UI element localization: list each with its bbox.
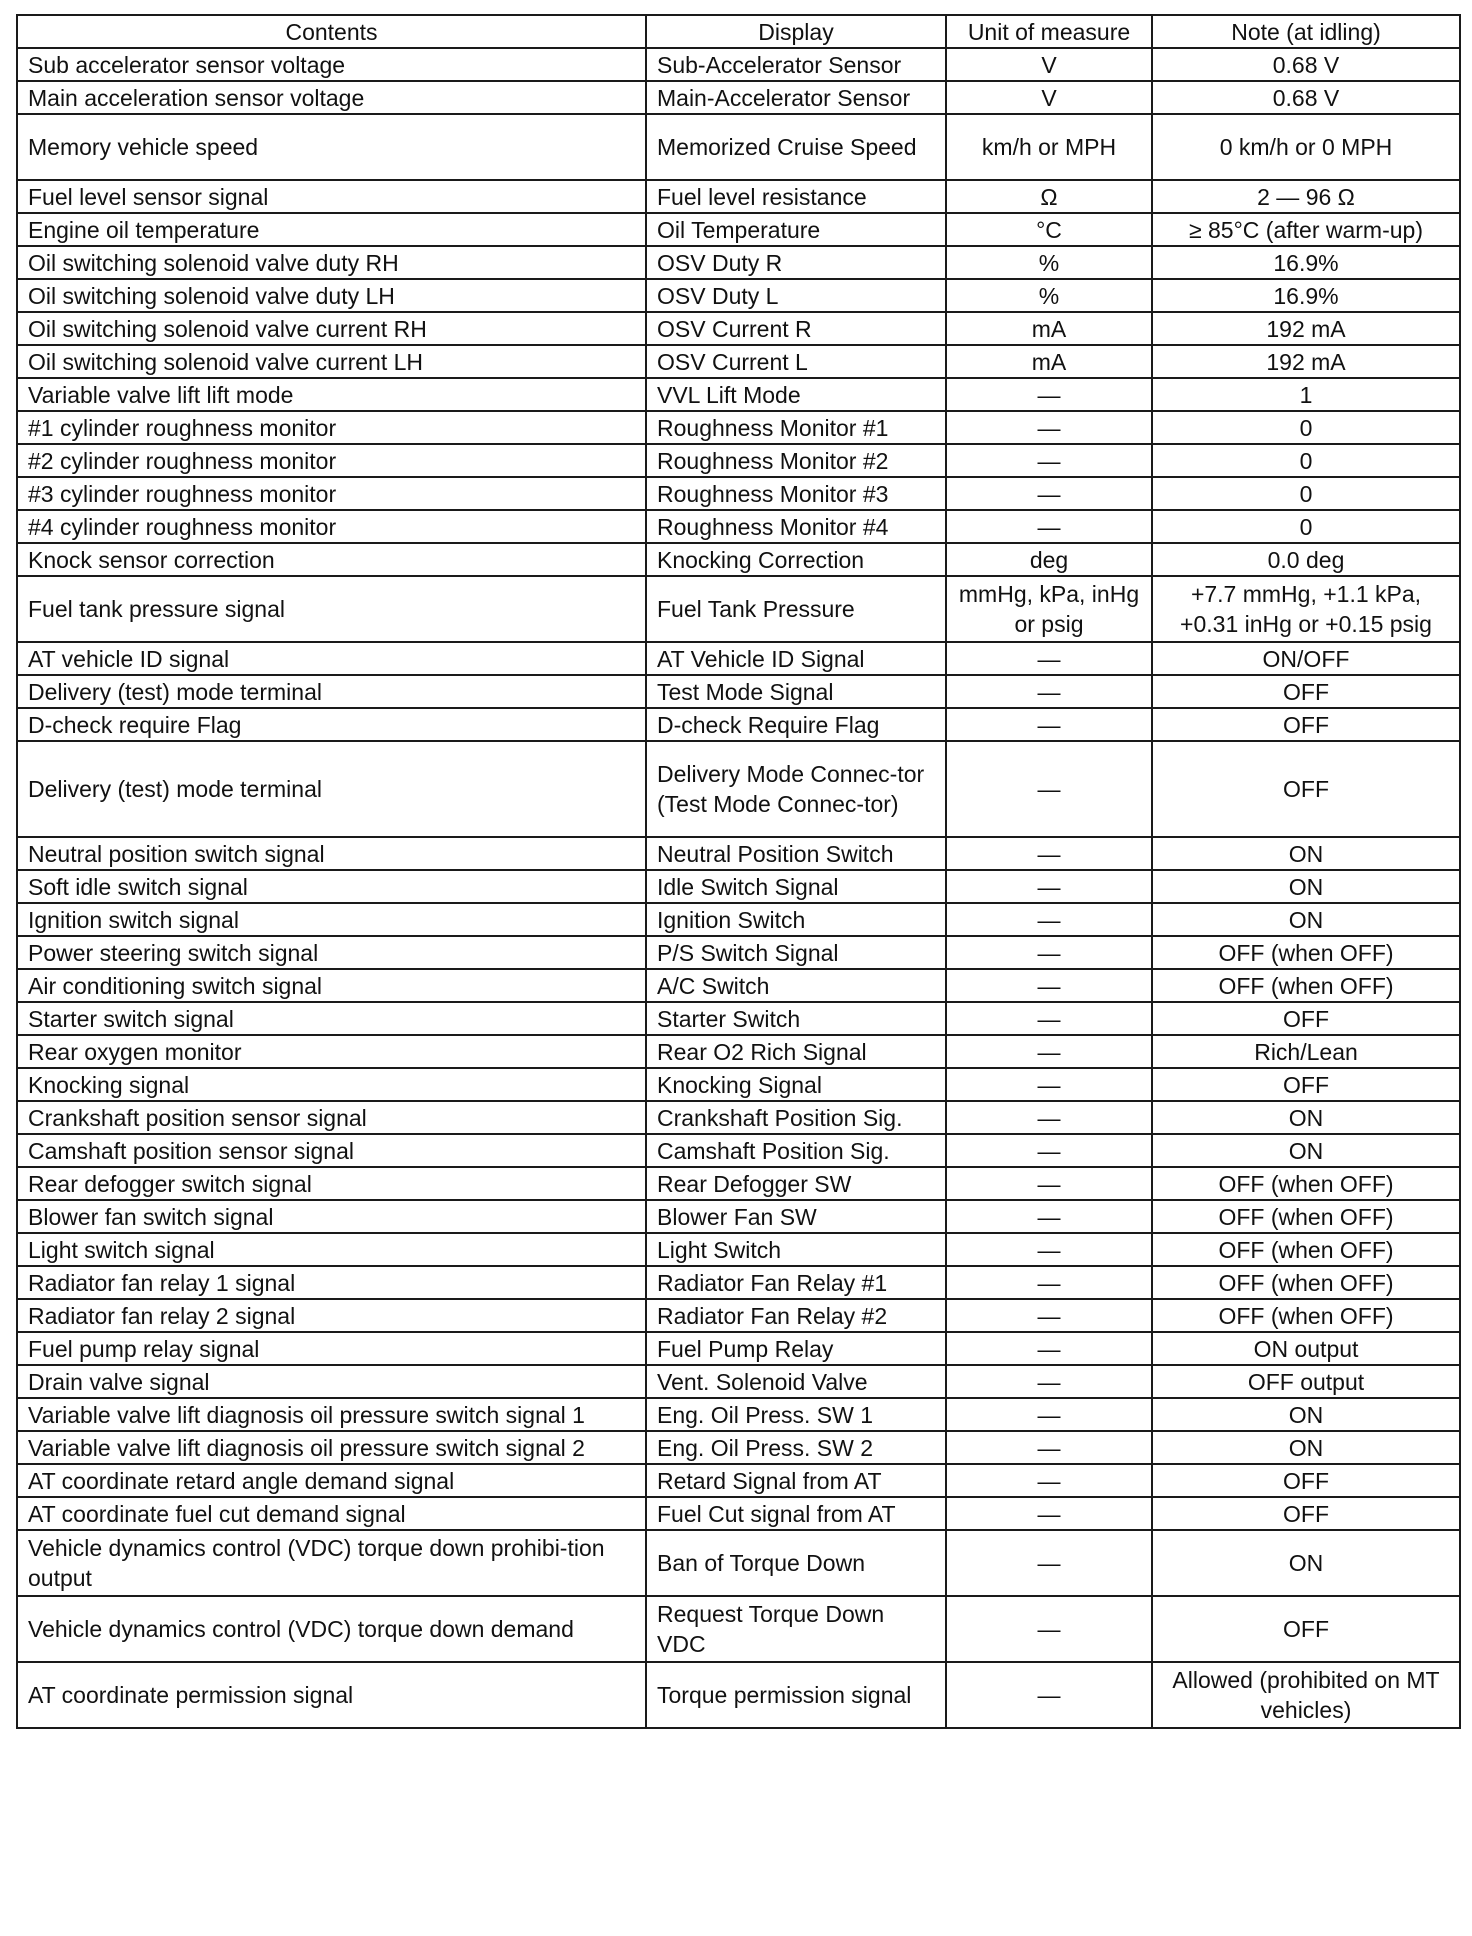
cell-contents: Blower fan switch signal bbox=[17, 1200, 646, 1233]
cell-unit: — bbox=[946, 675, 1152, 708]
cell-unit: — bbox=[946, 1530, 1152, 1596]
cell-note: OFF (when OFF) bbox=[1152, 969, 1460, 1002]
table-row bbox=[17, 510, 1460, 543]
cell-display: Camshaft Position Sig. bbox=[646, 1134, 946, 1167]
cell-note: ON output bbox=[1152, 1332, 1460, 1365]
cell-unit: — bbox=[946, 1266, 1152, 1299]
table-row bbox=[17, 969, 1460, 1002]
cell-note: ON bbox=[1152, 1134, 1460, 1167]
header-unit: Unit of measure bbox=[946, 15, 1152, 48]
cell-note: Allowed (prohibited on MT vehicles) bbox=[1152, 1662, 1460, 1728]
table-body bbox=[17, 48, 1460, 1728]
cell-note: 192 mA bbox=[1152, 312, 1460, 345]
cell-contents: Rear defogger switch signal bbox=[17, 1167, 646, 1200]
table-row bbox=[17, 1068, 1460, 1101]
cell-contents: Delivery (test) mode terminal bbox=[17, 741, 646, 837]
cell-display: Memorized Cruise Speed bbox=[646, 114, 946, 180]
cell-contents: AT vehicle ID signal bbox=[17, 642, 646, 675]
table-row bbox=[17, 708, 1460, 741]
cell-unit: — bbox=[946, 477, 1152, 510]
cell-display: AT Vehicle ID Signal bbox=[646, 642, 946, 675]
cell-display: Fuel Pump Relay bbox=[646, 1332, 946, 1365]
table-row bbox=[17, 903, 1460, 936]
cell-contents: Knocking signal bbox=[17, 1068, 646, 1101]
cell-contents: Neutral position switch signal bbox=[17, 837, 646, 870]
cell-display: Rear O2 Rich Signal bbox=[646, 1035, 946, 1068]
cell-contents: Oil switching solenoid valve current RH bbox=[17, 312, 646, 345]
table-row bbox=[17, 543, 1460, 576]
table-row bbox=[17, 411, 1460, 444]
cell-contents: Fuel tank pressure signal bbox=[17, 576, 646, 642]
cell-note: OFF (when OFF) bbox=[1152, 1233, 1460, 1266]
table-row bbox=[17, 870, 1460, 903]
cell-unit: — bbox=[946, 1497, 1152, 1530]
cell-unit: — bbox=[946, 1167, 1152, 1200]
cell-display: OSV Duty L bbox=[646, 279, 946, 312]
cell-display: Roughness Monitor #3 bbox=[646, 477, 946, 510]
cell-unit: — bbox=[946, 708, 1152, 741]
cell-contents: AT coordinate retard angle demand signal bbox=[17, 1464, 646, 1497]
cell-note: OFF bbox=[1152, 708, 1460, 741]
cell-display: Roughness Monitor #4 bbox=[646, 510, 946, 543]
cell-note: OFF (when OFF) bbox=[1152, 936, 1460, 969]
cell-unit: — bbox=[946, 1035, 1152, 1068]
table-row bbox=[17, 1134, 1460, 1167]
cell-note: ON bbox=[1152, 1398, 1460, 1431]
cell-display: Roughness Monitor #2 bbox=[646, 444, 946, 477]
cell-contents: Main acceleration sensor voltage bbox=[17, 81, 646, 114]
cell-unit: km/h or MPH bbox=[946, 114, 1152, 180]
cell-display: Test Mode Signal bbox=[646, 675, 946, 708]
cell-unit: V bbox=[946, 81, 1152, 114]
cell-note: OFF (when OFF) bbox=[1152, 1299, 1460, 1332]
cell-display: Main-Accelerator Sensor bbox=[646, 81, 946, 114]
cell-contents: #3 cylinder roughness monitor bbox=[17, 477, 646, 510]
cell-display: Starter Switch bbox=[646, 1002, 946, 1035]
cell-contents: Fuel pump relay signal bbox=[17, 1332, 646, 1365]
table-row bbox=[17, 1167, 1460, 1200]
cell-note: ON bbox=[1152, 1431, 1460, 1464]
cell-unit: — bbox=[946, 741, 1152, 837]
cell-note: +7.7 mmHg, +1.1 kPa, +0.31 inHg or +0.15 psig bbox=[1152, 576, 1460, 642]
cell-contents: Oil switching solenoid valve duty LH bbox=[17, 279, 646, 312]
cell-unit: — bbox=[946, 1662, 1152, 1728]
cell-contents: Knock sensor correction bbox=[17, 543, 646, 576]
cell-unit: — bbox=[946, 1134, 1152, 1167]
cell-note: 16.9% bbox=[1152, 279, 1460, 312]
cell-contents: Variable valve lift diagnosis oil pressure switch signal 2 bbox=[17, 1431, 646, 1464]
cell-contents: Starter switch signal bbox=[17, 1002, 646, 1035]
cell-contents: #1 cylinder roughness monitor bbox=[17, 411, 646, 444]
cell-unit: — bbox=[946, 1464, 1152, 1497]
cell-unit: — bbox=[946, 936, 1152, 969]
cell-unit: — bbox=[946, 1200, 1152, 1233]
header-note: Note (at idling) bbox=[1152, 15, 1460, 48]
cell-note: 0 bbox=[1152, 510, 1460, 543]
cell-display: Idle Switch Signal bbox=[646, 870, 946, 903]
cell-note: 0 km/h or 0 MPH bbox=[1152, 114, 1460, 180]
table-row bbox=[17, 213, 1460, 246]
cell-unit: — bbox=[946, 1101, 1152, 1134]
table-row bbox=[17, 1002, 1460, 1035]
cell-contents: Variable valve lift lift mode bbox=[17, 378, 646, 411]
cell-display: Fuel Cut signal from AT bbox=[646, 1497, 946, 1530]
cell-display: Eng. Oil Press. SW 2 bbox=[646, 1431, 946, 1464]
table-row bbox=[17, 1464, 1460, 1497]
cell-display: Neutral Position Switch bbox=[646, 837, 946, 870]
cell-contents: Soft idle switch signal bbox=[17, 870, 646, 903]
cell-unit: V bbox=[946, 48, 1152, 81]
cell-unit: — bbox=[946, 444, 1152, 477]
cell-unit: % bbox=[946, 246, 1152, 279]
cell-note: 0.68 V bbox=[1152, 81, 1460, 114]
table-row bbox=[17, 642, 1460, 675]
cell-note: OFF bbox=[1152, 1068, 1460, 1101]
cell-note: 0 bbox=[1152, 444, 1460, 477]
cell-unit: °C bbox=[946, 213, 1152, 246]
cell-contents: Crankshaft position sensor signal bbox=[17, 1101, 646, 1134]
cell-unit: — bbox=[946, 1233, 1152, 1266]
cell-display: VVL Lift Mode bbox=[646, 378, 946, 411]
cell-note: ON bbox=[1152, 1101, 1460, 1134]
cell-contents: Radiator fan relay 1 signal bbox=[17, 1266, 646, 1299]
table-row bbox=[17, 1662, 1460, 1728]
cell-unit: — bbox=[946, 870, 1152, 903]
cell-unit: — bbox=[946, 642, 1152, 675]
cell-display: Ban of Torque Down bbox=[646, 1530, 946, 1596]
cell-contents: Drain valve signal bbox=[17, 1365, 646, 1398]
cell-note: 16.9% bbox=[1152, 246, 1460, 279]
cell-display: D-check Require Flag bbox=[646, 708, 946, 741]
table-row bbox=[17, 1398, 1460, 1431]
table-row bbox=[17, 1431, 1460, 1464]
cell-note: OFF output bbox=[1152, 1365, 1460, 1398]
header-contents: Contents bbox=[17, 15, 646, 48]
cell-display: Eng. Oil Press. SW 1 bbox=[646, 1398, 946, 1431]
table-row bbox=[17, 1233, 1460, 1266]
table-row bbox=[17, 936, 1460, 969]
cell-unit: — bbox=[946, 378, 1152, 411]
cell-unit: — bbox=[946, 1002, 1152, 1035]
table-row bbox=[17, 1596, 1460, 1662]
cell-unit: — bbox=[946, 1365, 1152, 1398]
cell-note: 0.0 deg bbox=[1152, 543, 1460, 576]
cell-note: OFF bbox=[1152, 741, 1460, 837]
cell-unit: — bbox=[946, 1299, 1152, 1332]
cell-unit: — bbox=[946, 903, 1152, 936]
cell-note: 1 bbox=[1152, 378, 1460, 411]
table-row bbox=[17, 444, 1460, 477]
table-row bbox=[17, 1266, 1460, 1299]
cell-display: Knocking Signal bbox=[646, 1068, 946, 1101]
cell-display: Oil Temperature bbox=[646, 213, 946, 246]
table-row bbox=[17, 1332, 1460, 1365]
table-row bbox=[17, 1101, 1460, 1134]
table-row bbox=[17, 1497, 1460, 1530]
cell-contents: Ignition switch signal bbox=[17, 903, 646, 936]
cell-unit: — bbox=[946, 1068, 1152, 1101]
table-row bbox=[17, 378, 1460, 411]
cell-note: OFF bbox=[1152, 1002, 1460, 1035]
table-row bbox=[17, 837, 1460, 870]
table-row bbox=[17, 180, 1460, 213]
table-row bbox=[17, 312, 1460, 345]
cell-display: A/C Switch bbox=[646, 969, 946, 1002]
cell-display: Vent. Solenoid Valve bbox=[646, 1365, 946, 1398]
table-row bbox=[17, 1365, 1460, 1398]
cell-note: 0 bbox=[1152, 411, 1460, 444]
cell-unit: % bbox=[946, 279, 1152, 312]
cell-note: OFF bbox=[1152, 675, 1460, 708]
cell-display: Retard Signal from AT bbox=[646, 1464, 946, 1497]
cell-contents: Memory vehicle speed bbox=[17, 114, 646, 180]
cell-display: Blower Fan SW bbox=[646, 1200, 946, 1233]
cell-note: OFF bbox=[1152, 1464, 1460, 1497]
cell-note: ON/OFF bbox=[1152, 642, 1460, 675]
table-row bbox=[17, 246, 1460, 279]
cell-note: OFF bbox=[1152, 1497, 1460, 1530]
data-table-sheet bbox=[16, 14, 1461, 1729]
cell-display: Request Torque Down VDC bbox=[646, 1596, 946, 1662]
cell-display: P/S Switch Signal bbox=[646, 936, 946, 969]
cell-display: Fuel Tank Pressure bbox=[646, 576, 946, 642]
cell-unit: — bbox=[946, 837, 1152, 870]
cell-display: Roughness Monitor #1 bbox=[646, 411, 946, 444]
cell-contents: Light switch signal bbox=[17, 1233, 646, 1266]
table-row bbox=[17, 279, 1460, 312]
cell-contents: Power steering switch signal bbox=[17, 936, 646, 969]
table-row bbox=[17, 1299, 1460, 1332]
cell-contents: Rear oxygen monitor bbox=[17, 1035, 646, 1068]
cell-note: OFF (when OFF) bbox=[1152, 1200, 1460, 1233]
cell-display: Fuel level resistance bbox=[646, 180, 946, 213]
cell-contents: Air conditioning switch signal bbox=[17, 969, 646, 1002]
cell-display: OSV Duty R bbox=[646, 246, 946, 279]
cell-note: 0.68 V bbox=[1152, 48, 1460, 81]
cell-contents: Sub accelerator sensor voltage bbox=[17, 48, 646, 81]
cell-note: ON bbox=[1152, 903, 1460, 936]
table-row bbox=[17, 114, 1460, 180]
table-row bbox=[17, 81, 1460, 114]
header-row bbox=[17, 15, 1460, 48]
cell-display: OSV Current L bbox=[646, 345, 946, 378]
cell-contents: Delivery (test) mode terminal bbox=[17, 675, 646, 708]
cell-unit: mA bbox=[946, 345, 1152, 378]
cell-display: Radiator Fan Relay #1 bbox=[646, 1266, 946, 1299]
cell-unit: — bbox=[946, 510, 1152, 543]
cell-contents: Oil switching solenoid valve duty RH bbox=[17, 246, 646, 279]
cell-contents: Fuel level sensor signal bbox=[17, 180, 646, 213]
cell-unit: mmHg, kPa, inHg or psig bbox=[946, 576, 1152, 642]
table-row bbox=[17, 741, 1460, 837]
table-row bbox=[17, 477, 1460, 510]
cell-note: Rich/Lean bbox=[1152, 1035, 1460, 1068]
cell-note: ≥ 85°C (after warm-up) bbox=[1152, 213, 1460, 246]
cell-unit: mA bbox=[946, 312, 1152, 345]
parameter-table bbox=[16, 14, 1461, 1729]
cell-contents: Engine oil temperature bbox=[17, 213, 646, 246]
cell-display: Ignition Switch bbox=[646, 903, 946, 936]
cell-contents: Variable valve lift diagnosis oil pressure switch signal 1 bbox=[17, 1398, 646, 1431]
cell-note: ON bbox=[1152, 1530, 1460, 1596]
table-row bbox=[17, 1530, 1460, 1596]
header-display: Display bbox=[646, 15, 946, 48]
cell-unit: — bbox=[946, 969, 1152, 1002]
cell-unit: — bbox=[946, 1398, 1152, 1431]
table-row bbox=[17, 1200, 1460, 1233]
cell-contents: D-check require Flag bbox=[17, 708, 646, 741]
cell-note: OFF bbox=[1152, 1596, 1460, 1662]
cell-contents: Camshaft position sensor signal bbox=[17, 1134, 646, 1167]
cell-contents: AT coordinate permission signal bbox=[17, 1662, 646, 1728]
table-row bbox=[17, 345, 1460, 378]
table-row bbox=[17, 576, 1460, 642]
cell-unit: — bbox=[946, 411, 1152, 444]
cell-contents: Vehicle dynamics control (VDC) torque down demand bbox=[17, 1596, 646, 1662]
cell-unit: — bbox=[946, 1332, 1152, 1365]
cell-display: Delivery Mode Connec-tor (Test Mode Connec-tor) bbox=[646, 741, 946, 837]
cell-note: ON bbox=[1152, 870, 1460, 903]
cell-display: Sub-Accelerator Sensor bbox=[646, 48, 946, 81]
table-row bbox=[17, 48, 1460, 81]
cell-note: OFF (when OFF) bbox=[1152, 1167, 1460, 1200]
table-row bbox=[17, 675, 1460, 708]
table-row bbox=[17, 1035, 1460, 1068]
cell-display: Radiator Fan Relay #2 bbox=[646, 1299, 946, 1332]
cell-display: Crankshaft Position Sig. bbox=[646, 1101, 946, 1134]
cell-contents: #4 cylinder roughness monitor bbox=[17, 510, 646, 543]
cell-contents: Vehicle dynamics control (VDC) torque down prohibi-tion output bbox=[17, 1530, 646, 1596]
cell-contents: AT coordinate fuel cut demand signal bbox=[17, 1497, 646, 1530]
table-header bbox=[17, 15, 1460, 48]
cell-display: Light Switch bbox=[646, 1233, 946, 1266]
cell-contents: Oil switching solenoid valve current LH bbox=[17, 345, 646, 378]
cell-display: Knocking Correction bbox=[646, 543, 946, 576]
cell-note: 0 bbox=[1152, 477, 1460, 510]
cell-unit: deg bbox=[946, 543, 1152, 576]
cell-note: ON bbox=[1152, 837, 1460, 870]
cell-unit: Ω bbox=[946, 180, 1152, 213]
cell-contents: #2 cylinder roughness monitor bbox=[17, 444, 646, 477]
cell-note: 192 mA bbox=[1152, 345, 1460, 378]
cell-unit: — bbox=[946, 1431, 1152, 1464]
cell-note: 2 — 96 Ω bbox=[1152, 180, 1460, 213]
cell-unit: — bbox=[946, 1596, 1152, 1662]
cell-contents: Radiator fan relay 2 signal bbox=[17, 1299, 646, 1332]
cell-display: Torque permission signal bbox=[646, 1662, 946, 1728]
cell-note: OFF (when OFF) bbox=[1152, 1266, 1460, 1299]
cell-display: OSV Current R bbox=[646, 312, 946, 345]
cell-display: Rear Defogger SW bbox=[646, 1167, 946, 1200]
